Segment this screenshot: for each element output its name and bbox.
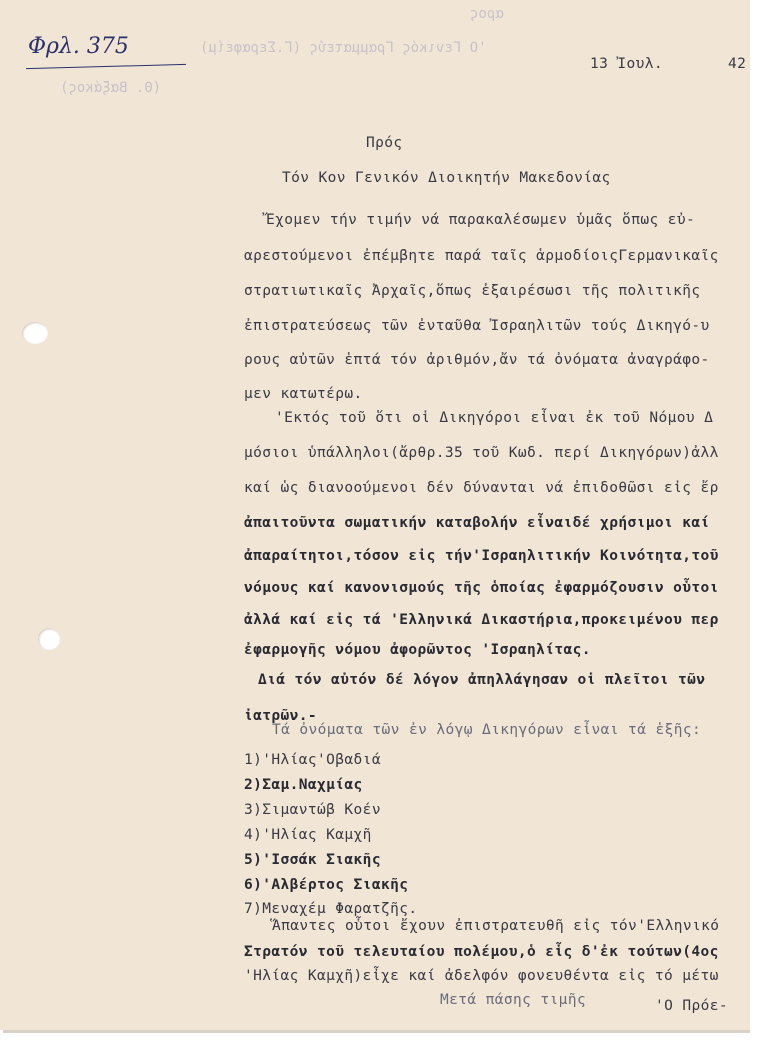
closing-line: 'Ηλίας Καμχῆ)εἶχε καί ἀδελφόν φονευθέντα εἰς τό μέτω: [244, 968, 719, 984]
lawyer-list-item: 2)Σαμ.Ναχμίας: [244, 777, 363, 793]
body-line: Διά τόν αὐτόν δέ λόγον ἀπηλλάγησαν οἱ πλεῖτοι τῶν: [258, 672, 706, 688]
lawyer-list-item: 7)Μεναχέμ Φαρατζῆς.: [244, 901, 418, 917]
body-line: 'Εκτός τοῦ ὅτι οἱ Δικηγόροι εἶναι ἐκ τοῦ Νόμου Δ: [275, 410, 714, 426]
address-recipient: Τόν Κον Γενικόν Διοικητήν Μακεδονίας: [282, 170, 611, 186]
lawyer-list-item: 1)'Ηλίας'Οβαδιά: [244, 752, 381, 768]
lawyer-list-item: 3)Σιμαντώβ Κοέν: [244, 802, 381, 818]
lawyer-list-item: 5)'Ισσάκ Σιακῆς: [244, 852, 381, 868]
archive-reference-underline: [26, 64, 186, 69]
body-line: μεν κατωτέρω.: [244, 386, 363, 402]
address-to: Πρός: [366, 135, 403, 151]
bleed-through-line-2: (Θ. Βαξάκος): [60, 80, 162, 96]
document-date: 13 Ἰουλ.: [590, 56, 664, 72]
closing-line: Στρατόν τοῦ τελευταίου πολέμου,ὁ εἷς δ'ἐκ τούτων(4ος: [244, 944, 719, 960]
body-line: ἀπαραίτητοι,τόσον εἰς τήν'Ισραηλιτικήν Κοινότητα,τοῦ: [244, 548, 719, 564]
page-number: 42: [728, 56, 747, 72]
body-line: ἰατρῶν.-: [244, 708, 318, 724]
body-line: ρους αὐτῶν ἑπτά τόν ἀριθμόν,ἄν τά ὀνόματα ἀναγράφο-: [244, 352, 710, 368]
body-line: ἐπιστρατεύσεως τῶν ἐνταῦθα Ἰσραηλιτῶν τούς Δικηγό-υ: [244, 318, 710, 334]
body-line: καί ὡς διανοούμενοι δέν δύνανται νά ἐπιδοθῶσι εἰς ἔρ: [244, 480, 719, 496]
bleed-through-top: αρος: [470, 6, 504, 22]
body-line: στρατιωτικαῖς Ἀρχαῖς,ὅπως ἐξαιρέσωσι τῆς πολιτικῆς: [244, 283, 701, 299]
bleed-through-line-1: 'Ο Γενικός Γραμματεύς (Γ.Σεραφείμ): [200, 40, 487, 56]
punch-hole: [22, 322, 48, 344]
body-line: αρεστούμενοι ἐπέμβητε παρά ταῖς ἁρμοδίοιςΓερμανικαῖς: [244, 248, 719, 264]
salutation: Μετά πάσης τιμῆς: [440, 992, 587, 1008]
lawyer-list-item: 6)'Αλβέρτος Σιακῆς: [244, 877, 409, 893]
body-line: ἀλλά καί εἰς τά 'Ελληνικά Δικαστήρια,προκειμένου περ: [244, 612, 719, 628]
body-line: ἐφαρμογῆς νόμου ἀφορῶντος 'Ισραηλίτας.: [244, 642, 591, 658]
body-line: Ἔχομεν τήν τιμήν νά παρακαλέσωμεν ὑμᾶς ὅπως εὐ-: [266, 212, 696, 228]
lawyer-list-item: 4)'Ηλίας Καμχῆ: [244, 827, 372, 843]
page-edge: [750, 0, 766, 1048]
body-line: μόσιοι ὑπάλληλοι(ἄρθρ.35 τοῦ Κωδ. περί Δικηγόρων)ἀλλ: [244, 445, 719, 461]
archive-reference-handwritten: Φρλ. 375: [28, 34, 129, 59]
closing-line: Ἅπαντες οὗτοι ἔχουν ἐπιστρατευθῆ εἰς τόν'Ελληνικό: [272, 918, 720, 934]
body-line: ἀπαιτοῦντα σωματικήν καταβολήν εἶναιδέ χρήσιμοι καί: [244, 515, 710, 531]
signature-title: 'Ο Πρόε-: [655, 998, 729, 1014]
body-line: νόμους καί κανονισμούς τῆς ὁποίας ἐφαρμόζουσιν οὗτοι: [244, 580, 719, 596]
body-line: Τά ὀνόματα τῶν ἐν λόγῳ Δικηγόρων εἶναι τά ἑξῆς:: [272, 722, 702, 738]
punch-hole: [38, 628, 60, 650]
